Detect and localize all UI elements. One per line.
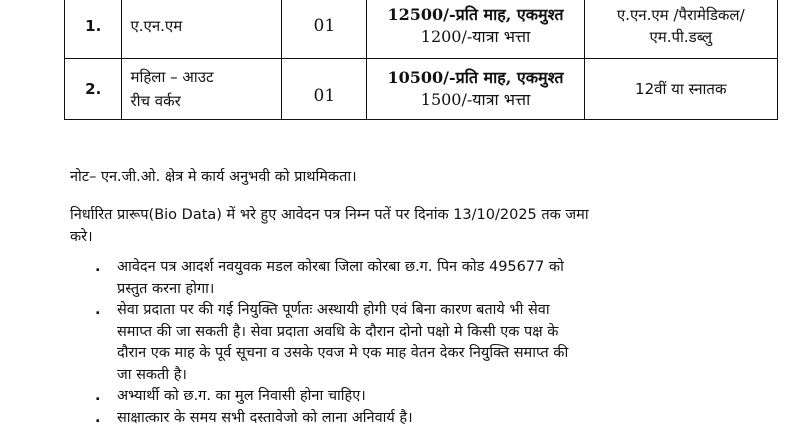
bullet-marker: . bbox=[95, 409, 101, 426]
list-item-line: प्रस्तुत करना होगा। bbox=[117, 280, 215, 297]
instruction-line: करे। bbox=[70, 228, 93, 245]
post-name bbox=[122, 59, 282, 120]
qualification-cell bbox=[584, 0, 777, 59]
table-row bbox=[65, 0, 778, 59]
note-text: नोट– एन.जी.ओ. क्षेत्र मे कार्य अनुभवी को प्राथमिकता। bbox=[70, 169, 357, 185]
list-item-line: आवेदन पत्र आदर्श नवयुवक मडल कोरबा जिला कोरबा छ.ग. पिन कोड 495677 को bbox=[117, 259, 564, 275]
salary-travel: 1200/-यात्रा भत्ता bbox=[420, 26, 531, 46]
qualification-line: ए.एन.एम /पैरामेडिकल/ bbox=[616, 5, 745, 24]
qualification-cell bbox=[584, 59, 777, 120]
post-name-line: ए.एन.एम bbox=[130, 16, 183, 35]
salary-monthly: 10500/-प्रति माह, एकमुश्त bbox=[387, 68, 564, 87]
bullet-marker: . bbox=[95, 302, 101, 318]
bullet-marker: . bbox=[95, 259, 101, 275]
post-count: 01 bbox=[313, 86, 336, 106]
post-count-cell bbox=[282, 59, 367, 120]
list-item bbox=[95, 408, 568, 430]
list-item-line: जा सकती है। bbox=[117, 366, 187, 383]
serial-number: 2. bbox=[65, 59, 122, 120]
table-row bbox=[65, 59, 778, 120]
post-count: 01 bbox=[282, 0, 367, 59]
list-item-line: समाप्त की जा सकती है। सेवा प्रदाता अवधि के दौरान दोनो पक्षो मे किसी एक पक्ष के bbox=[117, 323, 559, 340]
salary-travel: 1500/-यात्रा भत्ता bbox=[420, 90, 531, 109]
bullet-list bbox=[95, 257, 568, 429]
qualification-line: 12वीं या स्नातक bbox=[635, 80, 727, 98]
instruction-line: निर्धारित प्रारूप(Bio Data) में भरे हुए आवेदन पत्र निम्न पतें पर दिनांक 13/10/2025 तक जमा bbox=[70, 207, 589, 223]
salary-monthly: 12500/-प्रति माह, एकमुश्त bbox=[387, 4, 564, 24]
vacancy-table bbox=[64, 0, 778, 120]
post-name-line: महिला – आउट bbox=[130, 68, 214, 86]
salary-cell bbox=[367, 0, 584, 59]
list-item-line: अभ्यार्थी को छ.ग. का मुल निवासी होना चाहिए। bbox=[117, 388, 366, 404]
qualification-line: एम.पी.डब्लु bbox=[649, 27, 713, 46]
bullet-marker: . bbox=[95, 388, 101, 404]
instruction-paragraph bbox=[70, 205, 589, 248]
salary-cell bbox=[367, 59, 584, 120]
post-name-line: रीच वर्कर bbox=[130, 92, 181, 110]
serial-number: 1. bbox=[65, 0, 122, 59]
list-item-line: साक्षात्कार के समय सभी दस्तावेजो को लाना अनिवार्य है। bbox=[117, 409, 413, 426]
post-name bbox=[122, 0, 282, 59]
list-item-line: सेवा प्रदाता पर की गई नियुक्ति पूर्णतः अस्थायी होगी एवं बिना कारण बताये भी सेवा bbox=[117, 302, 550, 318]
list-item bbox=[95, 300, 568, 386]
list-item bbox=[95, 386, 568, 408]
list-item bbox=[95, 257, 568, 300]
list-item-line: दौरान एक माह के पूर्व सूचना व उसके एवज मे एक माह वेतन देकर नियुक्ति समाप्त की bbox=[117, 345, 569, 361]
